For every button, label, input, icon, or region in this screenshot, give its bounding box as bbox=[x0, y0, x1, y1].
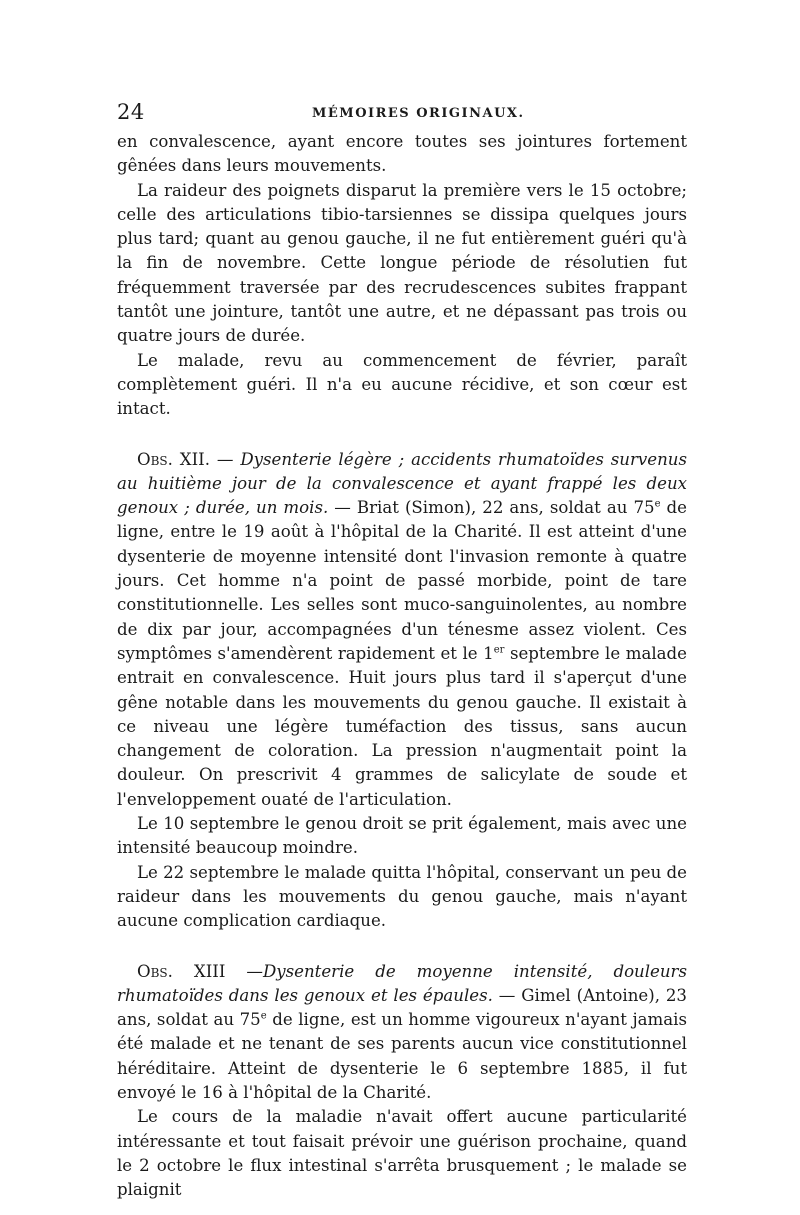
paragraph: La raideur des poignets disparut la première vers le 15 octobre; celle des articulations tibio-tarsiennes se dissipa quelques jours plus tard; quant au genou gauche, il ne fut entièrement guéri qu'à la fin de novembre. Cette longue période de résolutien fut fréquemment traversée par des recrudescences subites frappant tantôt une jointure, tantôt une autre, et ne dépassant pas trois ou quatre jours de durée. bbox=[117, 180, 687, 346]
section-gap bbox=[117, 422, 687, 448]
observation-title: —Dysenterie de moyenne intensité, douleurs rhumatoïdes dans les genoux et les épaules. bbox=[117, 961, 688, 1005]
observation-label: Obs. XIII bbox=[137, 961, 226, 981]
observation-text: — Gimel (Antoine), 23 ans, soldat au 75 bbox=[117, 985, 687, 1030]
running-title: MÉMOIRES ORIGINAUX. bbox=[312, 106, 525, 121]
body-text bbox=[117, 130, 687, 1202]
page-number: 24 bbox=[117, 100, 145, 124]
paragraph: Le 22 septembre le malade quitta l'hôpital, conservant un peu de raideur dans les mouvements du genou gauche, mais n'ayant aucune complication cardiaque. bbox=[117, 862, 687, 931]
page-header bbox=[117, 100, 687, 128]
observation-text: septembre le malade entrait en convalescence. Huit jours plus tard il s'aperçut d'une gêne notable dans les mouvements du genou gauche. Il existait à ce niveau une légère tuméfaction des tissus, sans aucun changement de coloration. La pression n'augmentait point la douleur. On prescrivit 4 grammes de salicylate de soude et l'enveloppement ouaté de l'articulation. bbox=[117, 643, 687, 809]
superscript: e bbox=[260, 1010, 267, 1022]
section-gap bbox=[117, 934, 687, 960]
observation-label: Obs. XII. bbox=[137, 449, 210, 469]
observation-xii bbox=[117, 448, 687, 812]
superscript: er bbox=[493, 644, 505, 656]
observation-text: de ligne, est un homme vigoureux n'ayant jamais été malade et ne tenant de ses parents aucun vice constitutionnel héréditaire. Atteint de dysenterie le 6 septembre 1885, il fut envoyé le 16 à l'hôpital de la Charité. bbox=[117, 1010, 687, 1102]
paragraph: en convalescence, ayant encore toutes ses jointures fortement gênées dans leurs mouvements. bbox=[117, 132, 687, 176]
superscript: e bbox=[654, 498, 661, 510]
paragraph: Le malade, revu au commencement de février, paraît complètement guéri. Il n'a eu aucune récidive, et son cœur est intact. bbox=[117, 350, 687, 419]
observation-title: — Dysenterie légère ; accidents rhumatoïdes survenus au huitième jour de la convalescence et ayant frappé les deux genoux ; durée, un mois. bbox=[117, 449, 687, 518]
observation-text: — Briat (Simon), 22 ans, soldat au 75 bbox=[328, 498, 655, 518]
observation-xiii bbox=[117, 960, 687, 1106]
paragraph: Le 10 septembre le genou droit se prit également, mais avec une intensité beaucoup moindre. bbox=[117, 814, 687, 858]
paragraph: Le cours de la maladie n'avait offert aucune particularité intéressante et tout faisait prévoir une guérison prochaine, quand le 2 octobre le flux intestinal s'arrêta brusquement ; le malade se plaignit bbox=[117, 1107, 687, 1200]
observation-text: de ligne, entre le 19 août à l'hôpital de la Charité. Il est atteint d'une dysenterie de moyenne intensité dont l'invasion remonte à quatre jours. Cet homme n'a point de passé morbide, point de tare constitutionnelle. Les selles sont muco-sanguinolentes, au nombre de dix par jour, accompagnées d'un ténesme assez violent. Ces symptômes s'amendèrent rapidement et le 1 bbox=[117, 498, 687, 663]
